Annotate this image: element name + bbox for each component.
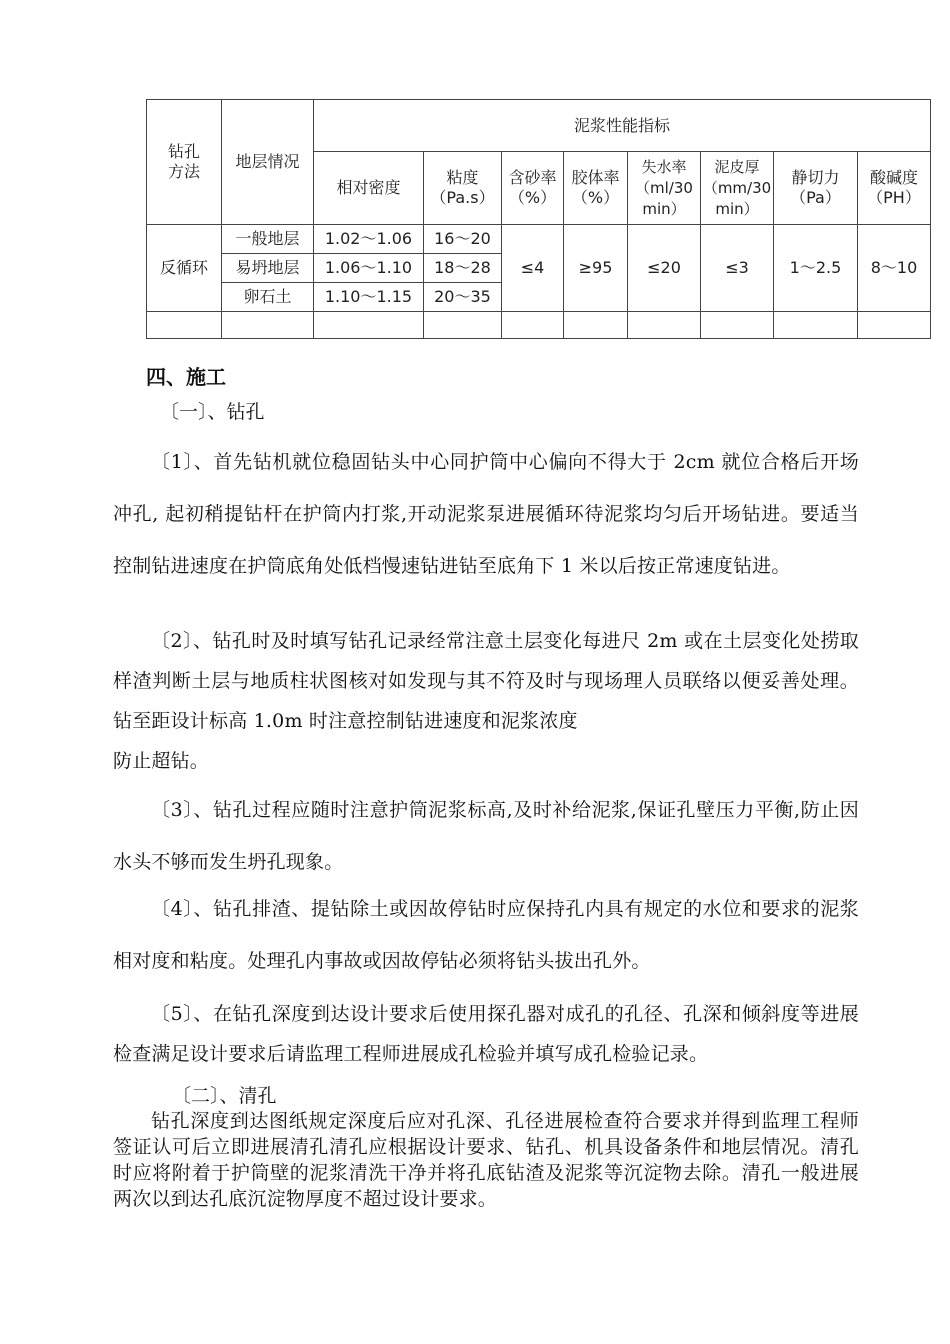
table-row	[147, 225, 931, 254]
section-heading: 四、施工	[146, 365, 226, 389]
header-colloid-rate: 胶体率 （%）	[564, 152, 628, 225]
cell-density: 1.10～1.15	[314, 283, 424, 312]
cell-water-loss: ≤20	[628, 225, 701, 312]
header-stratum: 地层情况	[222, 100, 314, 225]
cell-sand-rate: ≤4	[502, 225, 564, 312]
header-drilling-method: 钻孔 方法	[147, 100, 222, 225]
cell-density: 1.06～1.10	[314, 254, 424, 283]
header-density: 相对密度	[314, 152, 424, 225]
cell-stratum: 易坍地层	[222, 254, 314, 283]
cell-viscosity: 20～35	[424, 283, 502, 312]
header-sand-rate: 含砂率 （%）	[502, 152, 564, 225]
cell-viscosity: 18～28	[424, 254, 502, 283]
cell-stratum: 一般地层	[222, 225, 314, 254]
paragraph-2-end: 防止超钻。	[113, 750, 210, 772]
subsection-hole-cleaning: 〔二〕、清孔	[172, 1085, 277, 1107]
header-viscosity: 粘度 （Pa.s）	[424, 152, 502, 225]
table-row-empty	[147, 312, 931, 339]
header-ph: 酸碱度 （PH）	[858, 152, 931, 225]
paragraph-6: 钻孔深度到达图纸规定深度后应对孔深、孔径进展检查符合要求并得到监理工程师签证认可后立即进展清孔清孔应根据设计要求、钻孔、机具设备条件和地层情况。清孔时应将附着于护筒壁的泥浆清洗干净并将孔底钻渣及泥浆等沉淀物去除。清孔一般进展两次以到达孔底沉淀物厚度不超过设计要求。	[113, 1110, 859, 1210]
cell-ph: 8～10	[858, 225, 931, 312]
paragraph-2: 〔2〕、钻孔时及时填写钻孔记录经常注意土层变化每进尺 2m 或在土层变化处捞取样渣判断土层与地质柱状图核对如发现与其不符及时与现场理人员联络以便妥善处理。钻至距设计标高 1.0m 时注意控制钻进速度和泥浆浓度	[113, 630, 859, 732]
header-mud-indicators: 泥浆性能指标	[314, 100, 931, 152]
cell-static-shear: 1～2.5	[774, 225, 858, 312]
paragraph-5: 〔5〕、在钻孔深度到达设计要求后使用探孔器对成孔的孔径、孔深和倾斜度等进展检查满足设计要求后请监理工程师进展成孔检验并填写成孔检验记录。	[113, 1003, 859, 1065]
header-mud-skin: 泥皮厚 （mm/30 min）	[701, 152, 774, 225]
cell-mud-skin: ≤3	[701, 225, 774, 312]
paragraph-3: 〔3〕、钻孔过程应随时注意护筒泥浆标高,及时补给泥浆,保证孔壁压力平衡,防止因水头不够而发生坍孔现象。	[113, 799, 859, 873]
paragraph-1: 〔1〕、首先钻机就位稳固钻头中心同护筒中心偏向不得大于 2cm 就位合格后开场冲孔, 起初稍提钻杆在护筒内打浆,开动泥浆泵进展循环待泥浆均匀后开场钻进。要适当控制钻进速度在护筒底角处低档慢速钻进钻至底角下 1 米以后按正常速度钻进。	[113, 451, 859, 577]
cell-stratum: 卵石土	[222, 283, 314, 312]
cell-density: 1.02～1.06	[314, 225, 424, 254]
cell-viscosity: 16～20	[424, 225, 502, 254]
subsection-drilling: 〔一〕、钻孔	[160, 401, 265, 423]
cell-colloid-rate: ≥95	[564, 225, 628, 312]
header-static-shear: 静切力 （Pa）	[774, 152, 858, 225]
cell-method: 反循环	[147, 225, 222, 312]
paragraph-4: 〔4〕、钻孔排渣、提钻除土或因故停钻时应保持孔内具有规定的水位和要求的泥浆相对度和粘度。处理孔内事故或因故停钻必须将钻头拔出孔外。	[113, 898, 859, 972]
header-water-loss: 失水率 （ml/30 min）	[628, 152, 701, 225]
mud-performance-table	[146, 99, 931, 339]
